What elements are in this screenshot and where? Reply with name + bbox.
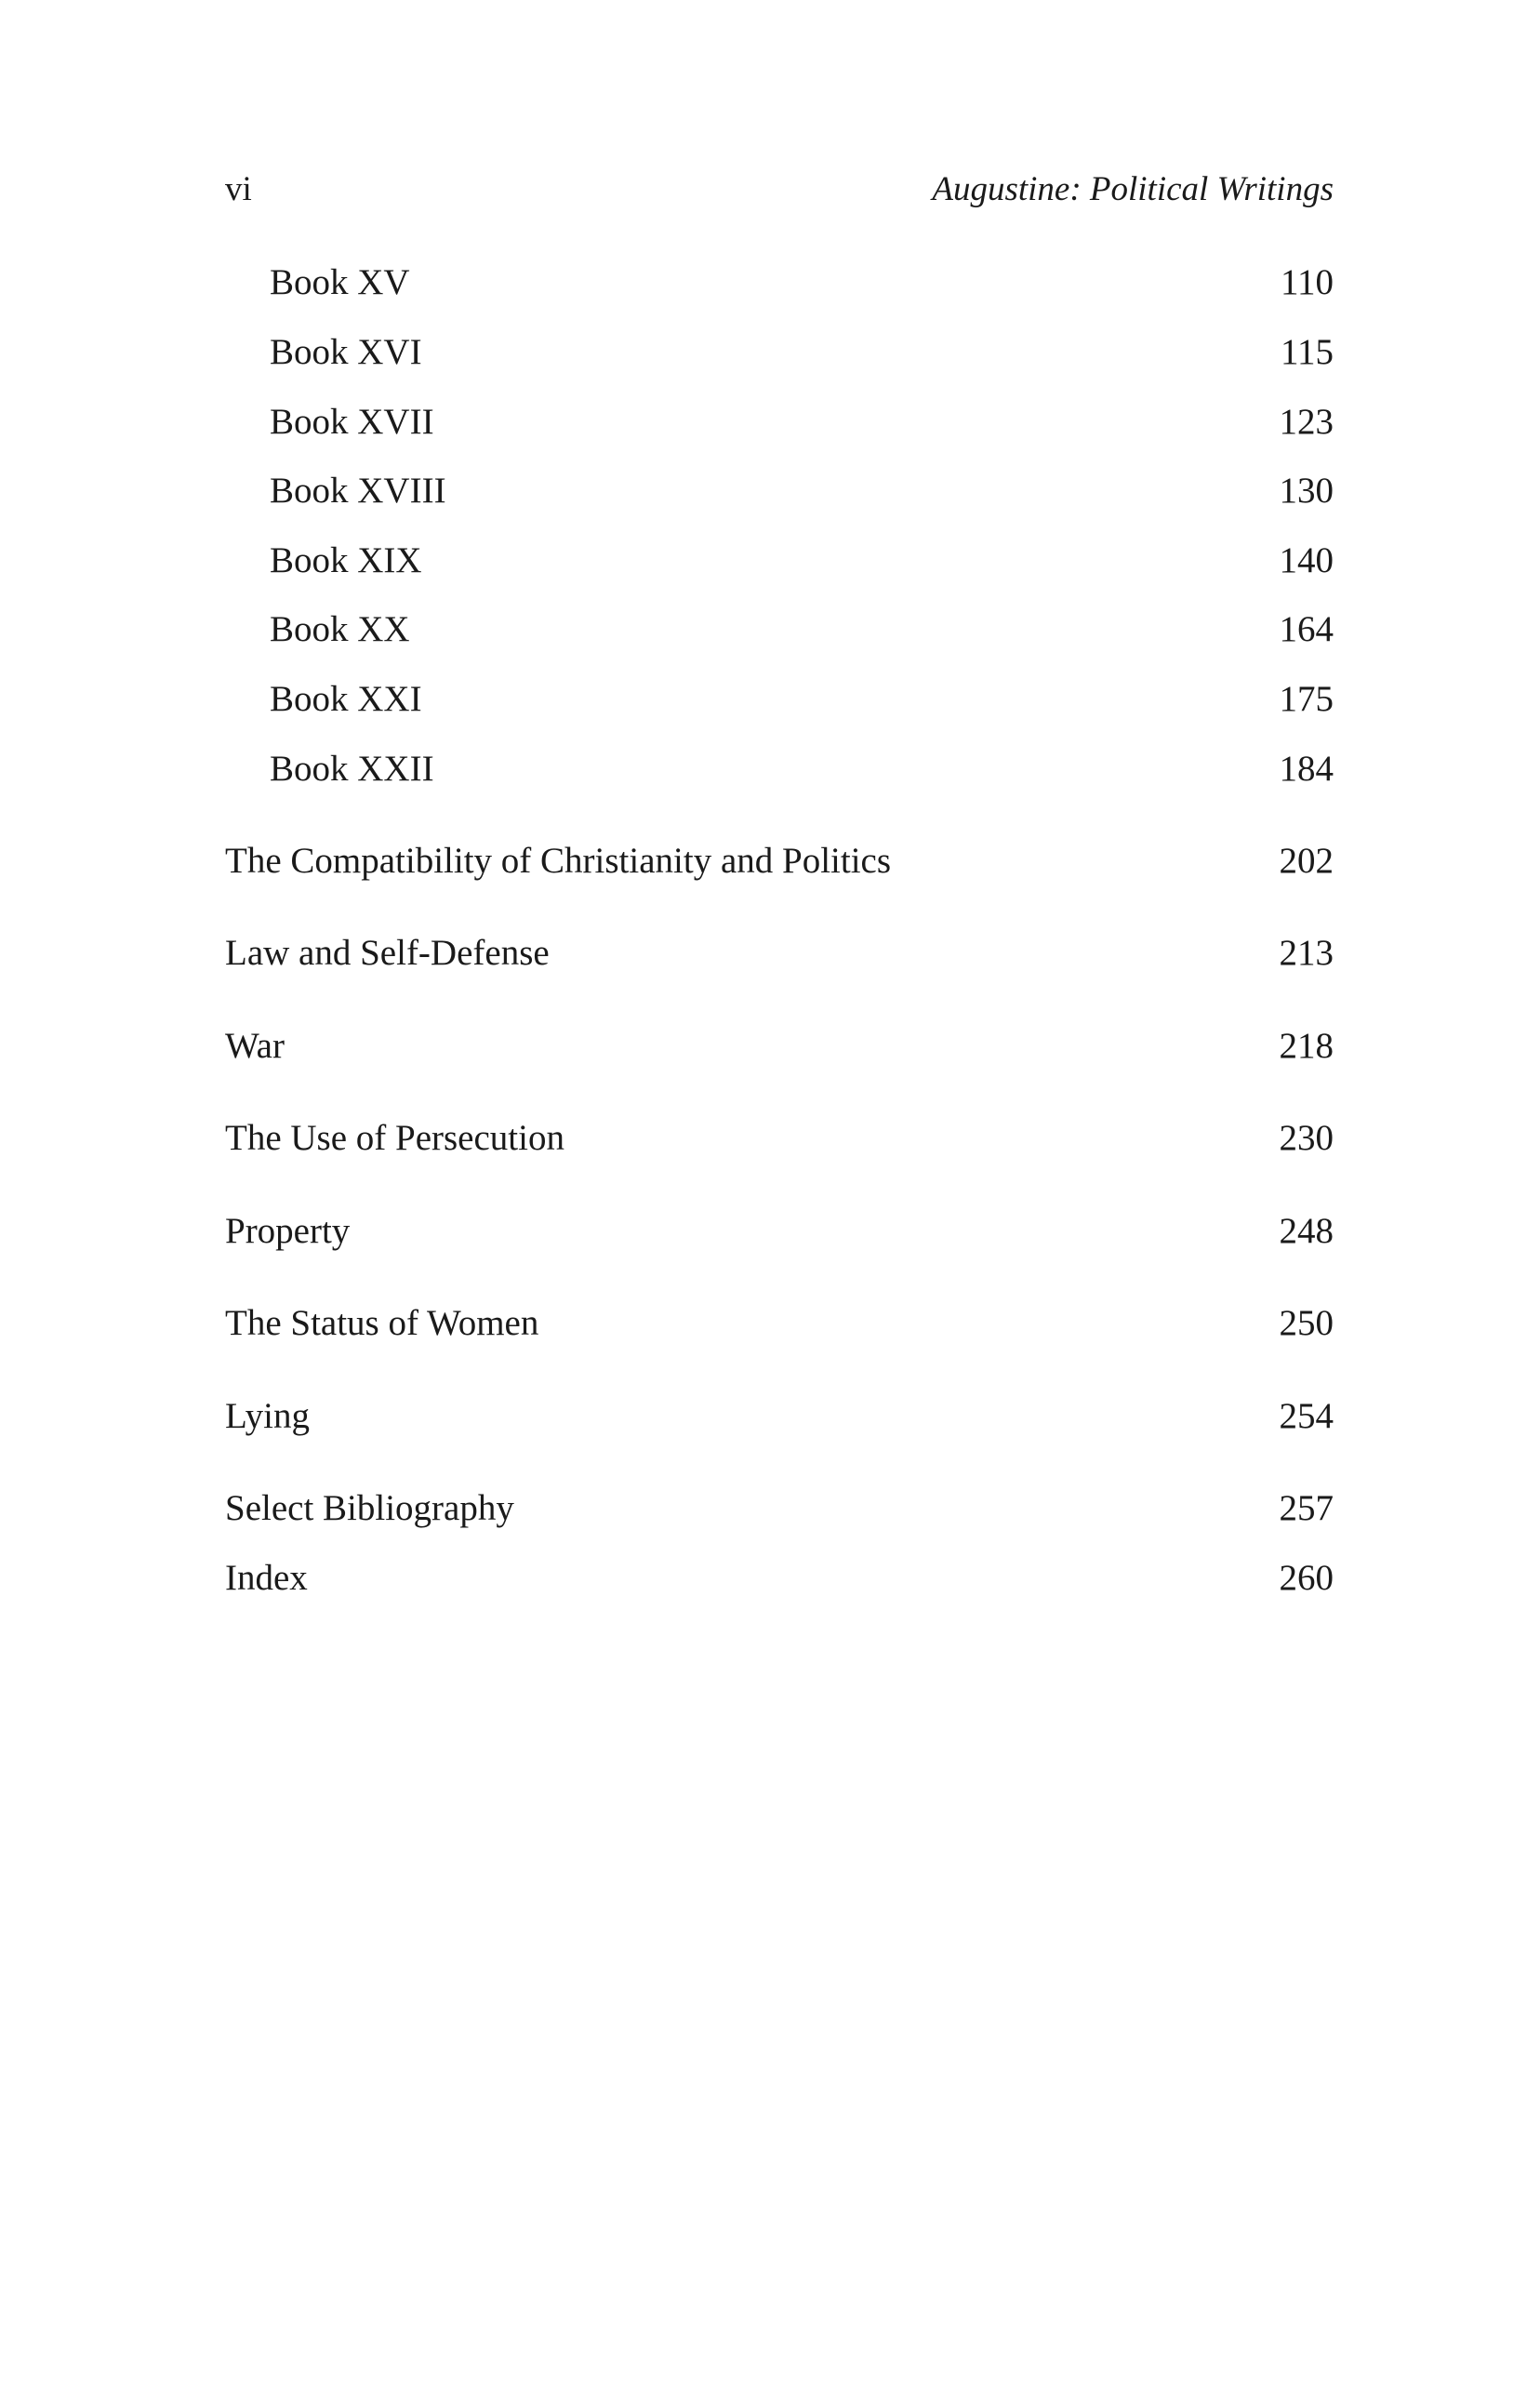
toc-subentry [225,539,1334,583]
toc-subentry-page: 130 [1279,471,1334,511]
toc-subentry [225,677,1334,722]
toc-subentry-page: 123 [1279,402,1334,442]
toc-entry [225,1556,1334,1601]
toc-subentry [225,260,1334,305]
toc-subentry-title: Book XX [270,609,410,649]
toc-entry-title: Lying [225,1396,311,1436]
toc-entry-page: 250 [1279,1303,1334,1343]
toc-entry-page: 248 [1279,1211,1334,1251]
toc-entry-page: 230 [1279,1118,1334,1158]
running-head [225,167,1334,212]
toc-entry-title: War [225,1026,285,1066]
toc-entry [225,1394,1334,1439]
toc-entry [225,1486,1334,1531]
toc-entry-page: 260 [1279,1558,1334,1598]
toc-subentry-title: Book XXII [270,749,434,789]
toc-entry [225,1024,1334,1069]
toc-entry-title: The Use of Persecution [225,1118,564,1158]
page-number: vi [225,170,252,208]
toc-subentry [225,607,1334,652]
toc-subentry-page: 164 [1279,609,1334,649]
toc-entry [225,839,1334,884]
toc-entry-page: 257 [1279,1488,1334,1528]
toc-subentry-title: Book XVIII [270,471,446,511]
toc-entry [225,1301,1334,1346]
toc-subentry [225,330,1334,375]
toc-entry [225,1116,1334,1161]
toc-subentry [225,747,1334,791]
toc-entry-title: The Compatibility of Christianity and Politics [225,841,892,881]
toc-subentry [225,469,1334,513]
toc-subentry-title: Book XVII [270,402,434,442]
toc-subentry-page: 175 [1279,679,1334,719]
toc-subentry-page: 110 [1280,262,1334,302]
toc-entry-title: Select Bibliography [225,1488,514,1528]
toc-entry-title: The Status of Women [225,1303,539,1343]
toc-entry-title: Property [225,1211,351,1251]
toc-entry-title: Law and Self-Defense [225,933,550,973]
toc-subentry-title: Book XIX [270,540,422,580]
running-title: Augustine: Political Writings [932,170,1334,208]
toc-entry-page: 213 [1279,933,1334,973]
toc-entry-page: 254 [1279,1396,1334,1436]
toc-subentry-title: Book XXI [270,679,422,719]
toc-subentry-page: 140 [1279,540,1334,580]
toc-entry [225,1209,1334,1254]
toc-subentry [225,400,1334,445]
toc-entry [225,931,1334,976]
toc-entry-title: Index [225,1558,308,1598]
toc-entry-page: 202 [1279,841,1334,881]
toc-subentry-page: 184 [1279,749,1334,789]
toc-subentry-page: 115 [1280,332,1334,372]
toc-entry-page: 218 [1279,1026,1334,1066]
toc-subentry-title: Book XV [270,262,410,302]
toc-subentry-title: Book XVI [270,332,422,372]
